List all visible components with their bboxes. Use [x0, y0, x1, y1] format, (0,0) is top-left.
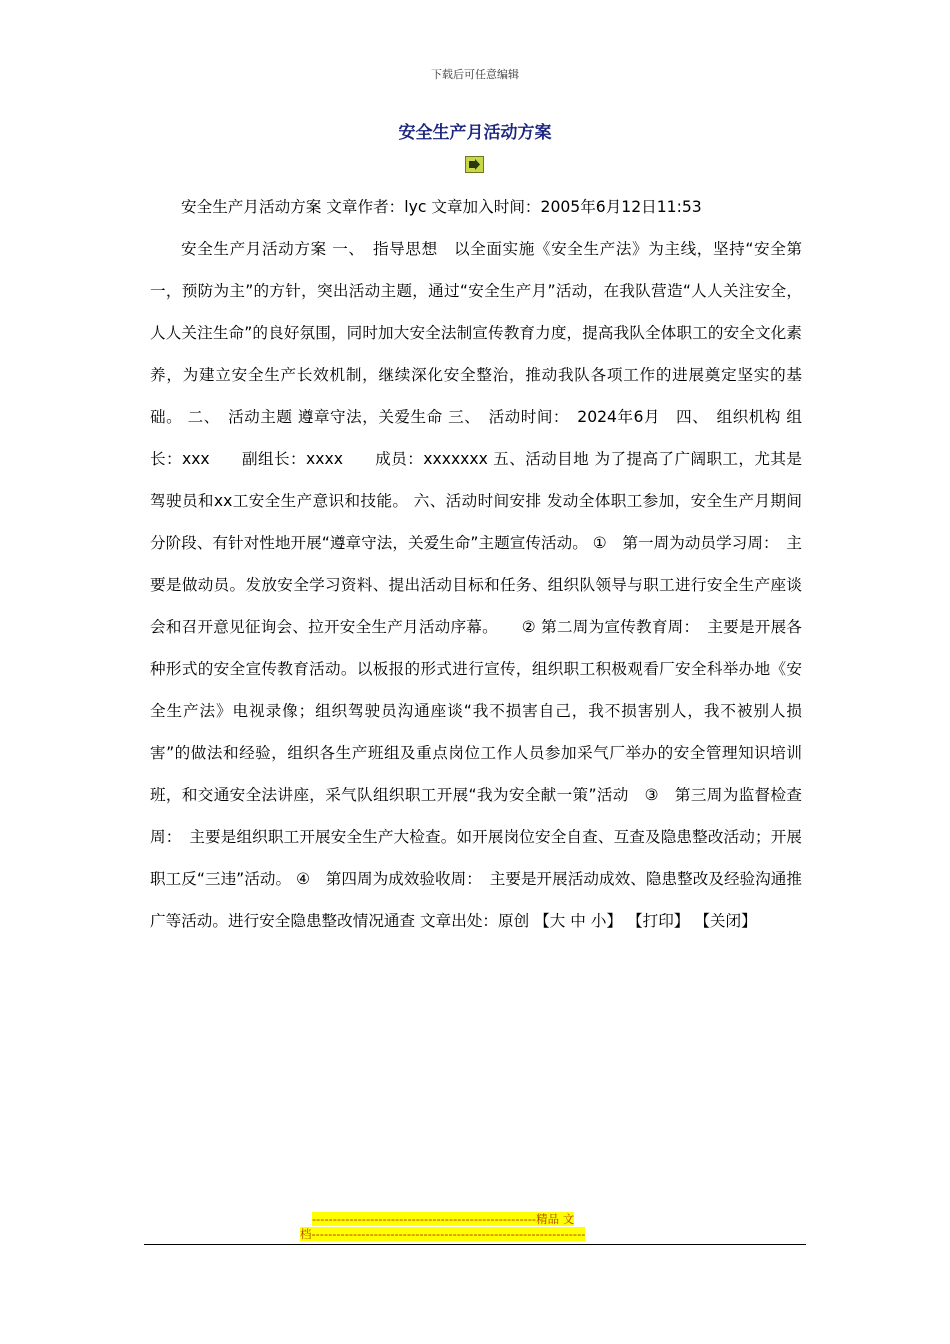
footer-banner-line-2 [300, 1227, 650, 1242]
page-header-note: 下载后可任意编辑 [431, 68, 519, 81]
article-meta-paragraph: 安全生产月活动方案 文章作者：lyc 文章加入时间：2005年6月12日11:53 [181, 198, 702, 216]
article-content-paragraph: 安全生产月活动方案 一、 指导思想 以全面实施《安全生产法》为主线，坚持“安全第一，预防为主”的方针，突出活动主题，通过“安全生产月”活动，在我队营造“人人关注安全，人人关注生命”的良好氛围，同时加大安全法制宣传教育力度，提高我队全体职工的安全文化素养，为建立安全生产长效机制，继续深化安全整治，推动我队各项工作的进展奠定坚实的基础。 二、 活动主题 遵章守法，关爱生命 三、 活动时间： 2024年6月 四、 组织机构 组长：xxx 副组长：xxxx 成员：xxxxxxx 五、活动目地 为了提高了广阔职工，尤其是驾驶员和xx工安全生产意识和技能。 六、活动时间安排 发动全体职工参加，安全生产月期间分阶段、有针对性地开展“遵章守法，关爱生命”主题宣传活动。 ① 第一周为动员学习周： 主要是做动员。发放安全学习资料、提出活动目标和任务、组织队领导与职工进行安全生产座谈会和召开意见征询会、拉开安全生产月活动序幕。 ② 第二周为宣传教育周： 主要是开展各种形式的安全宣传教育活动。以板报的形式进行宣传，组织职工积极观看厂安全科举办地《安全生产法》电视录像；组织驾驶员沟通座谈“我不损害自己，我不损害别人，我不被别人损害”的做法和经验，组织各生产班组及重点岗位工作人员参加采气厂举办的安全管理知识培训班，和交通安全法讲座，采气队组织职工开展“我为安全献一策”活动 ③ 第三周为监督检查周： 主要是组织职工开展安全生产大检查。如开展岗位安全自查、互查及隐患整改活动；开展职工反“三违”活动。 ④ 第四周为成效验收周： 主要是开展活动成效、隐患整改及经验沟通推广等活动。进行安全隐患整改情况通查 文章出处：原创 【大 中 小】 【打印】 【关闭】 [150, 240, 802, 930]
footer-divider [144, 1244, 806, 1245]
footer-banner-line-1 [300, 1212, 650, 1227]
footer-banner-text-1: ------------------------------------------------------精品 文 [312, 1212, 575, 1226]
article-body [150, 186, 802, 942]
document-link-icon[interactable] [465, 156, 484, 173]
document-title: 安全生产月活动方案 [398, 123, 552, 143]
arrow-icon [468, 159, 481, 170]
footer-banner [300, 1212, 650, 1242]
footer-banner-text-2: 档------------------------------------------------------------------ [300, 1227, 586, 1241]
